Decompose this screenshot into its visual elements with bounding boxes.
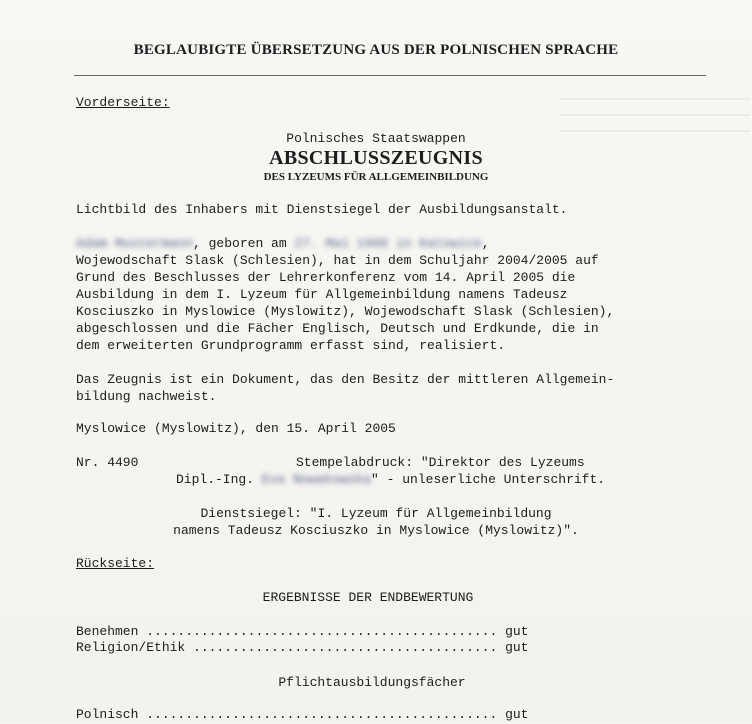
redacted-birth: 27. Mai 1988 in Katowice <box>294 236 482 251</box>
results-title: ERGEBNISSE DER ENDBEWERTUNG <box>262 590 474 605</box>
body-line-1 <box>76 236 490 253</box>
born-text: , geboren am <box>193 236 295 251</box>
redacted-signer: Eva Nowakowska <box>261 472 372 487</box>
grade-subject: Polnisch <box>76 707 139 722</box>
photo-line: Lichtbild des Inhabers mit Dienstsiegel der Ausbildungsanstalt. <box>76 202 568 217</box>
grade-subject: Religion/Ethik <box>76 640 186 655</box>
statement-line: bildung nachweist. <box>76 389 217 404</box>
stamp-line-2 <box>176 472 605 489</box>
grade-row <box>76 640 529 657</box>
grade-dots: ............................................. <box>138 624 498 639</box>
mandatory-subjects-title: Pflichtausbildungsfächer <box>278 675 466 690</box>
grade-row <box>76 624 529 641</box>
statement-line: Das Zeugnis ist ein Dokument, das den Besitz der mittleren Allgemein- <box>76 372 615 387</box>
stamp-prefix: Dipl.-Ing. <box>176 472 262 487</box>
front-label: Vorderseite: <box>76 95 170 110</box>
body-line: abgeschlossen und die Fächer Englisch, Deutsch und Erdkunde, die in <box>76 321 599 336</box>
body-line: Ausbildung in dem I. Lyzeum für Allgemeinbildung namens Tadeusz <box>76 287 568 302</box>
grade-row <box>76 707 529 724</box>
document-title: ABSCHLUSSZEUGNIS <box>269 147 483 169</box>
body-line: Wojewodschaft Slask (Schlesien), hat in dem Schuljahr 2004/2005 auf <box>76 253 599 268</box>
grade-dots: ............................................. <box>138 707 498 722</box>
seal-line-2: namens Tadeusz Kosciuszko in Myslowice (Myslowitz)". <box>173 523 579 538</box>
body-line: dem erweiterten Grundprogramm erfasst sind, realisiert. <box>76 338 506 353</box>
certificate-number: Nr. 4490 <box>76 455 139 470</box>
seal-line-1: Dienstsiegel: "I. Lyzeum für Allgemeinbildung <box>200 506 552 521</box>
bleed-through <box>560 98 750 100</box>
back-label: Rückseite: <box>76 556 155 571</box>
stamp-suffix: " - unleserliche Unterschrift. <box>371 472 606 487</box>
redacted-name: Adam Mustermann <box>76 236 194 251</box>
document-header: BEGLAUBIGTE ÜBERSETZUNG AUS DER POLNISCHEN SPRACHE <box>133 42 619 58</box>
grade-dots: ....................................... <box>185 640 498 655</box>
header-rule <box>74 75 706 76</box>
body-line: Grund des Beschlusses der Lehrerkonferenz vom 14. April 2005 die <box>76 270 576 285</box>
coat-of-arms-note: Polnisches Staatswappen <box>286 131 466 146</box>
body-line: Kosciuszko in Myslowice (Myslowitz), Wojewodschaft Slask (Schlesien), <box>76 304 615 319</box>
document-subtitle: DES LYZEUMS FÜR ALLGEMEINBILDUNG <box>263 171 489 183</box>
bleed-through <box>560 114 750 116</box>
grade-value: gut <box>497 640 529 655</box>
grade-value: gut <box>497 624 529 639</box>
stamp-line-1: Stempelabdruck: "Direktor des Lyzeums <box>296 455 585 470</box>
grade-subject: Benehmen <box>76 624 139 639</box>
place-date: Myslowice (Myslowitz), den 15. April 2005 <box>76 421 396 436</box>
grade-value: gut <box>497 707 529 722</box>
line1-end: , <box>481 236 490 251</box>
